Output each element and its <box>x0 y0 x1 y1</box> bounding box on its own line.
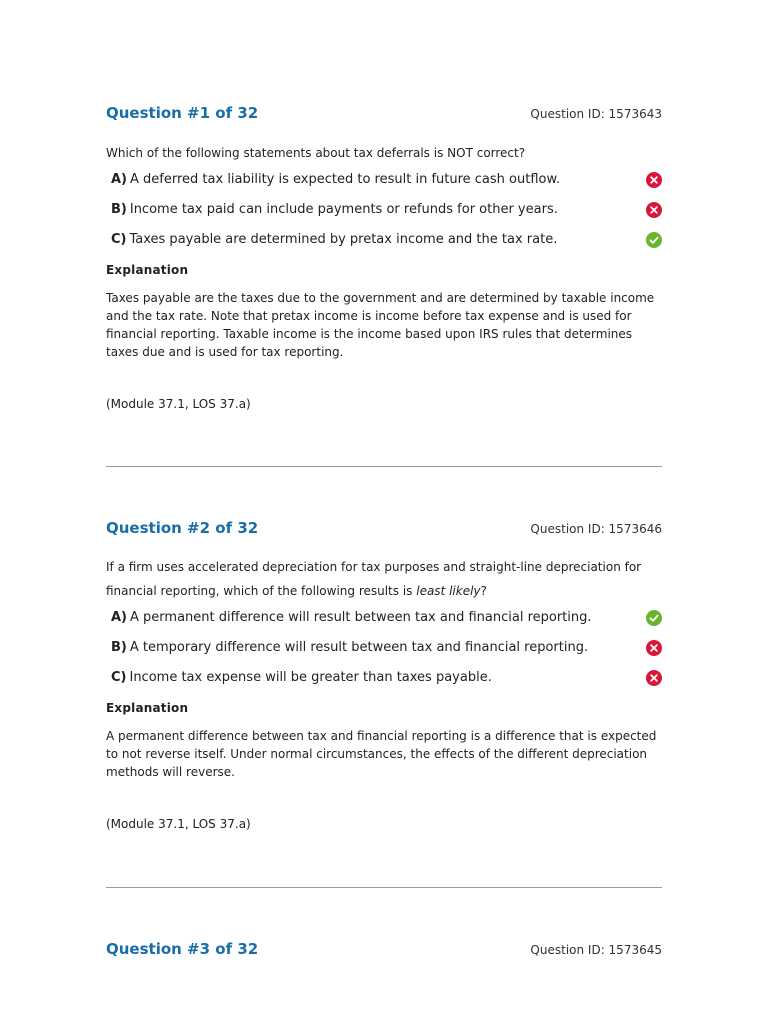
option-letter: C) <box>111 232 127 247</box>
explanation-heading: Explanation <box>106 263 189 277</box>
reference-text: (Module 37.1, LOS 37.a) <box>106 817 251 831</box>
answer-option-c <box>106 669 662 699</box>
question-id: Question ID: 1573643 <box>530 107 662 121</box>
answer-option-a <box>106 171 662 201</box>
check-circle-icon <box>646 610 662 626</box>
check-circle-icon <box>646 232 662 248</box>
stem-emphasis: least likely <box>416 584 481 598</box>
question-divider <box>106 887 662 888</box>
question-header <box>106 940 662 964</box>
stem-end: ? <box>480 584 487 598</box>
question-id: Question ID: 1573646 <box>530 522 662 536</box>
question-title: Question #3 of 32 <box>106 940 259 958</box>
option-letter: A) <box>111 172 128 187</box>
question-stem: Which of the following statements about tax deferrals is NOT correct? <box>106 146 526 160</box>
question-2 <box>106 519 662 831</box>
answer-option-c <box>106 231 662 261</box>
x-circle-icon <box>646 670 662 686</box>
option-text: A permanent difference will result between tax and financial reporting. <box>130 610 592 625</box>
option-text: A deferred tax liability is expected to result in future cash outflow. <box>130 172 561 187</box>
question-header <box>106 519 662 543</box>
option-text: A temporary difference will result between tax and financial reporting. <box>129 640 589 655</box>
question-stem <box>106 555 662 603</box>
question-1 <box>106 104 662 411</box>
option-letter: C) <box>111 670 127 685</box>
answer-option-b <box>106 201 662 231</box>
explanation-heading: Explanation <box>106 701 189 715</box>
explanation-text: Taxes payable are the taxes due to the government and are determined by taxable income and the tax rate. Note that pretax income is income before tax expense and is used for financial reporting. Taxable income is the income based upon IRS rules that determines taxes due and is used for tax reporting. <box>106 291 655 359</box>
question-divider <box>106 466 662 467</box>
option-letter: B) <box>111 202 127 217</box>
x-circle-icon <box>646 172 662 188</box>
option-letter: B) <box>111 640 127 655</box>
option-text: Taxes payable are determined by pretax income and the tax rate. <box>129 232 558 247</box>
x-circle-icon <box>646 202 662 218</box>
question-title: Question #1 of 32 <box>106 104 259 122</box>
reference-text: (Module 37.1, LOS 37.a) <box>106 397 251 411</box>
option-text: Income tax paid can include payments or refunds for other years. <box>129 202 558 217</box>
answer-option-b <box>106 639 662 669</box>
explanation-text: A permanent difference between tax and financial reporting is a difference that is expected to not reverse itself. Under normal circumstances, the effects of the different depreciation methods will reverse. <box>106 729 657 779</box>
question-3 <box>106 940 662 964</box>
question-header <box>106 104 662 128</box>
stem-text: If a firm uses accelerated depreciation for tax purposes and straight-line depreciation for financial reporting, which of the following results is <box>106 560 642 598</box>
answer-options <box>106 609 662 699</box>
answer-option-a <box>106 609 662 639</box>
answer-options <box>106 171 662 261</box>
x-circle-icon <box>646 640 662 656</box>
option-text: Income tax expense will be greater than taxes payable. <box>129 670 492 685</box>
option-letter: A) <box>111 610 128 625</box>
question-title: Question #2 of 32 <box>106 519 259 537</box>
question-id: Question ID: 1573645 <box>530 943 662 957</box>
